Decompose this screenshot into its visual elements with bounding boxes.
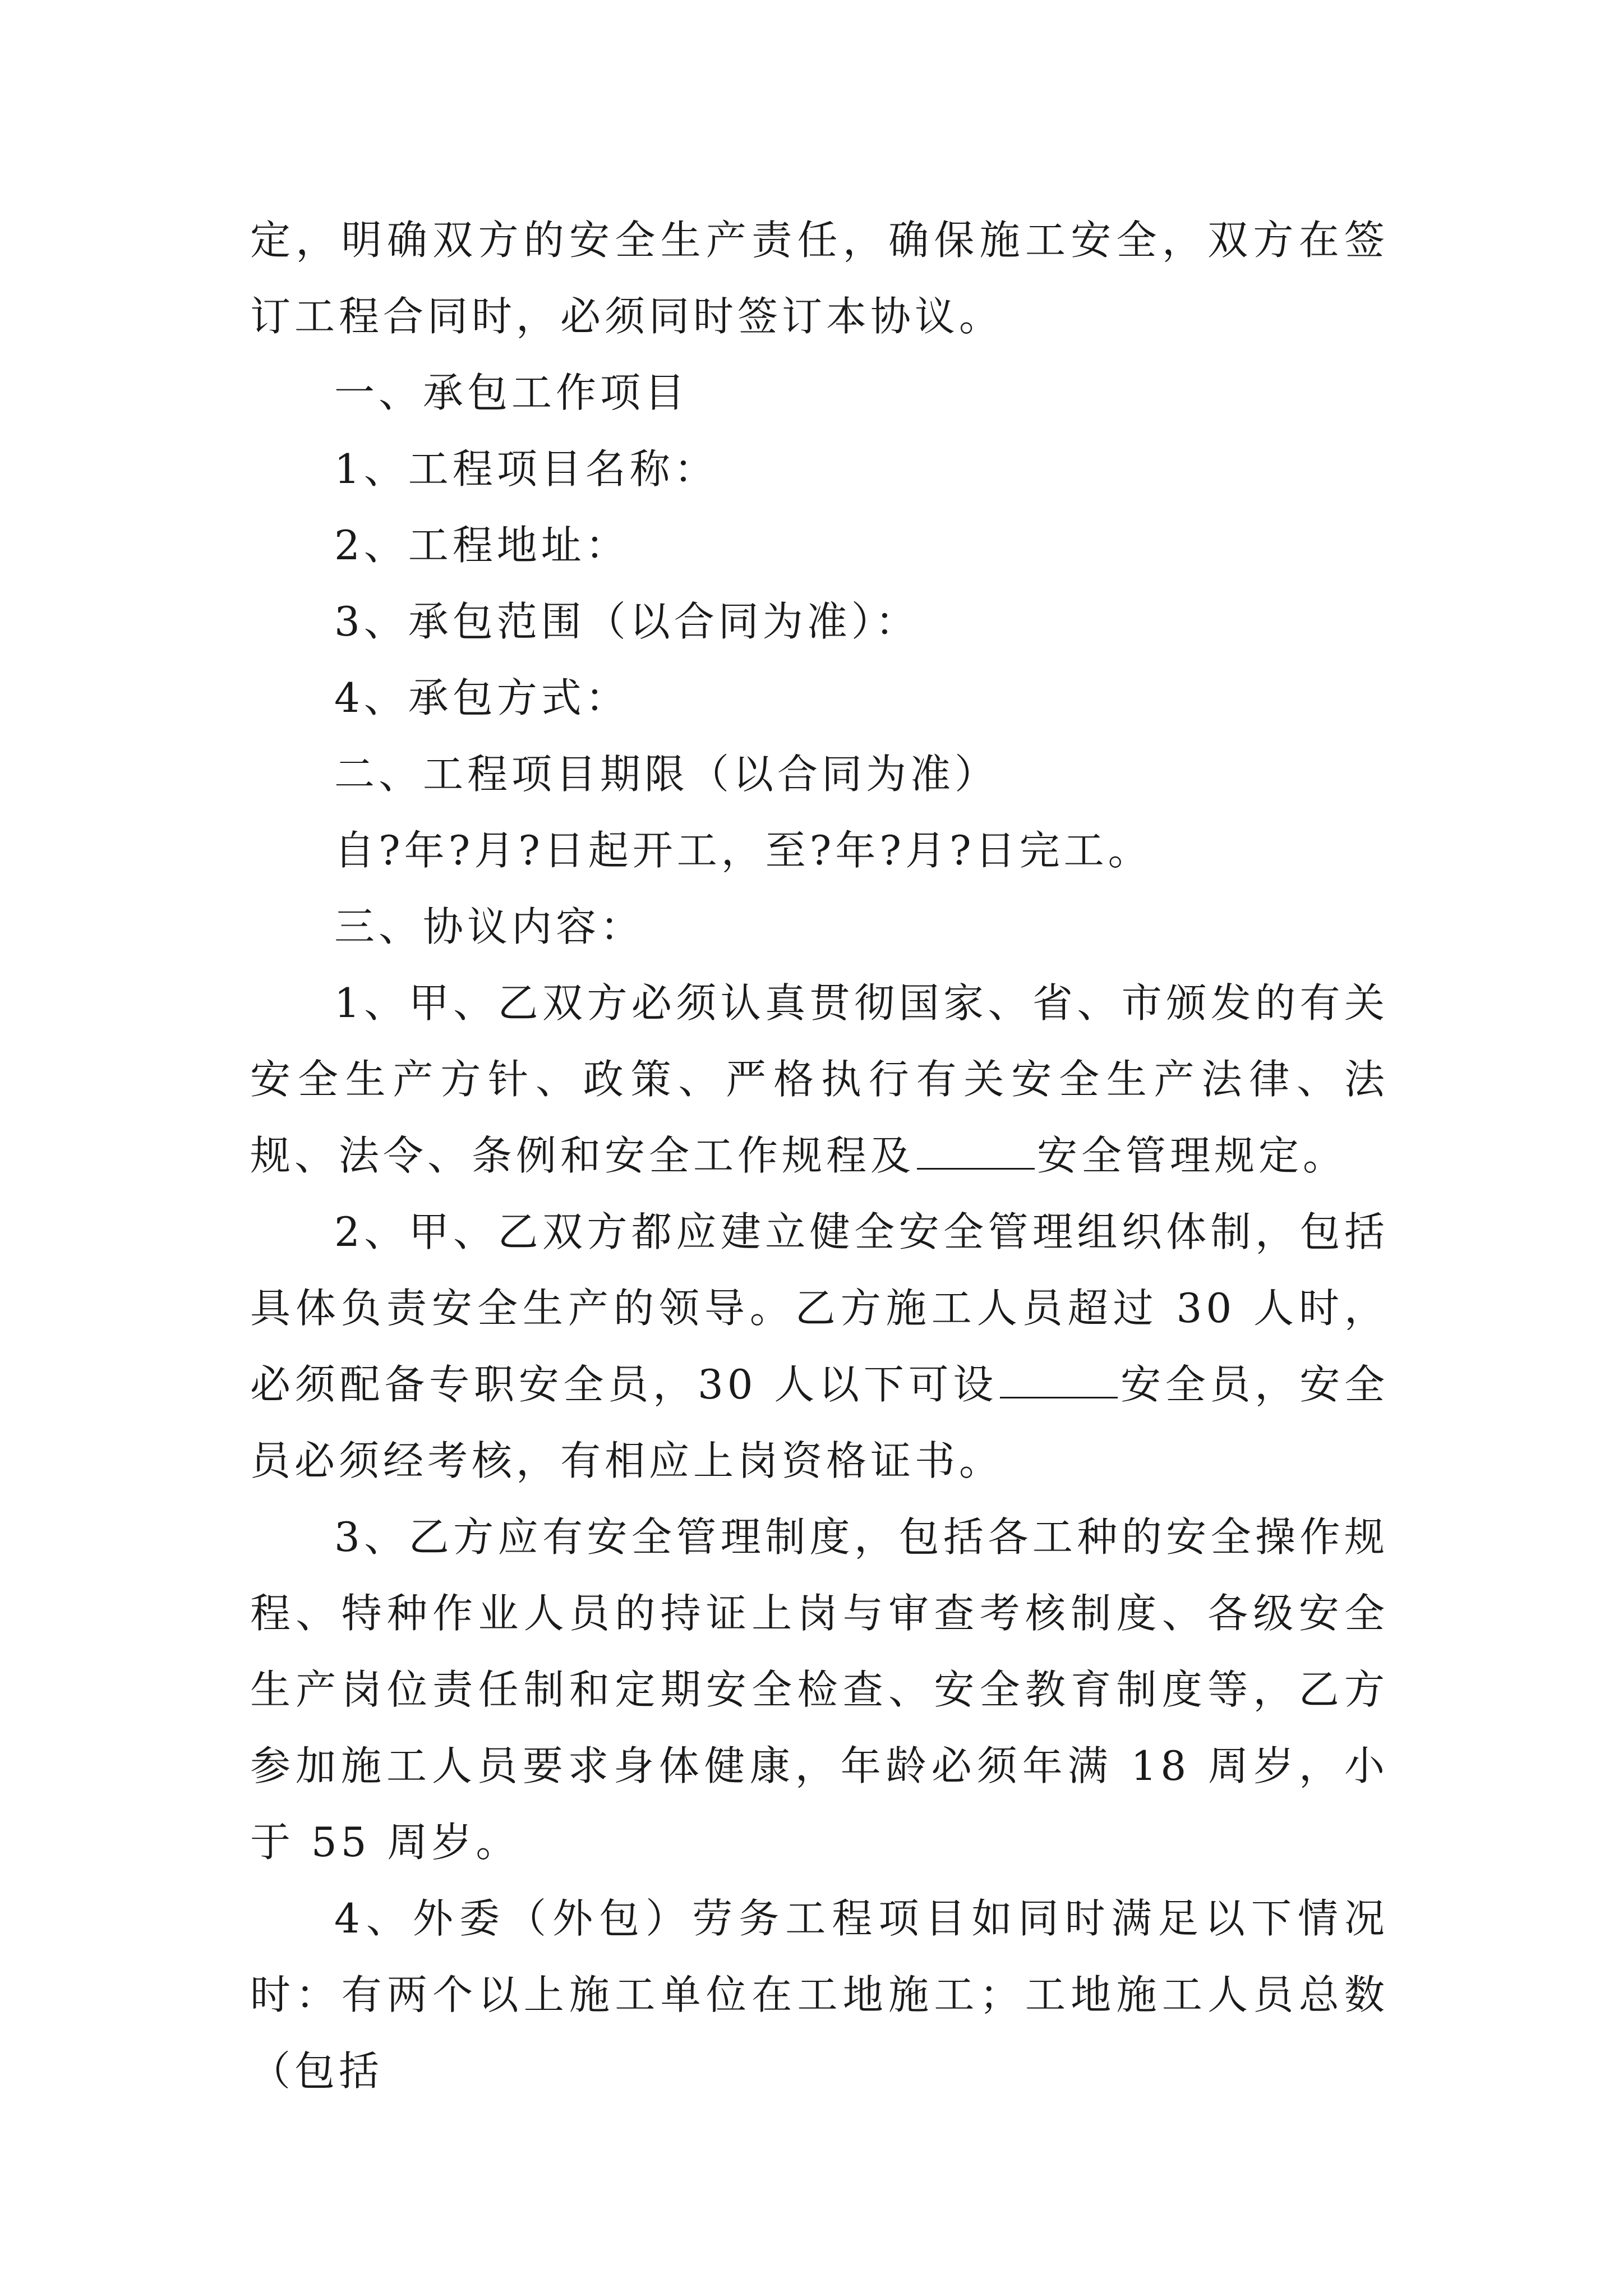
clause-3: 3、乙方应有安全管理制度，包括各工种的安全操作规程、特种作业人员的持证上岗与审查考核制度、各级安全生产岗位责任制和定期安全检查、安全教育制度等，乙方参加施工人员要求身体健康，年龄必须年满 18 周岁，小于 55 周岁。 bbox=[250, 1513, 1389, 1866]
item-contract-method: 4、承包方式： bbox=[334, 674, 630, 721]
clause-2-text: 2、甲、乙双方都应建立健全安全管理组织体制，包括具体负责安全生产的领导。乙方施工人员超过 30 人时，必须配备专职安全员，30 人以下可设 bbox=[250, 1208, 1389, 1408]
clause-2 bbox=[250, 1194, 1389, 1499]
heading-section-2: 二、工程项目期限（以合同为准） bbox=[334, 751, 999, 798]
fill-in-blank bbox=[1000, 1361, 1118, 1398]
item-project-address: 2、工程地址： bbox=[334, 522, 630, 569]
clause-4: 4、外委（外包）劳务工程项目如同时满足以下情况时：有两个以上施工单位在工地施工；工地施工人员总数（包括 bbox=[250, 1895, 1389, 2095]
heading-section-3: 三、协议内容： bbox=[334, 903, 645, 950]
document-body bbox=[250, 202, 1389, 2109]
clause-1 bbox=[250, 965, 1389, 1194]
heading-section-1: 一、承包工作项目 bbox=[334, 369, 689, 416]
clause-1-text-end: 安全管理规定。 bbox=[1037, 1132, 1348, 1179]
fill-in-blank bbox=[917, 1132, 1035, 1170]
project-period: 自?年?月?日起开工，至?年?月?日完工。 bbox=[334, 827, 1152, 874]
paragraph-intro-continuation: 定，明确双方的安全生产责任，确保施工安全，双方在签订工程合同时，必须同时签订本协议。 bbox=[250, 217, 1389, 340]
clause-2-text-end: 安全员，安全员必须经考核，有相应上岗资格证书。 bbox=[250, 1361, 1389, 1484]
item-contract-scope: 3、承包范围（以合同为准）： bbox=[334, 598, 920, 645]
clause-1-text: 1、甲、乙双方必须认真贯彻国家、省、市颁发的有关安全生产方针、政策、严格执行有关安全生产法律、法规、法令、条例和安全工作规程及 bbox=[250, 979, 1389, 1179]
item-project-name: 1、工程项目名称： bbox=[334, 445, 718, 493]
